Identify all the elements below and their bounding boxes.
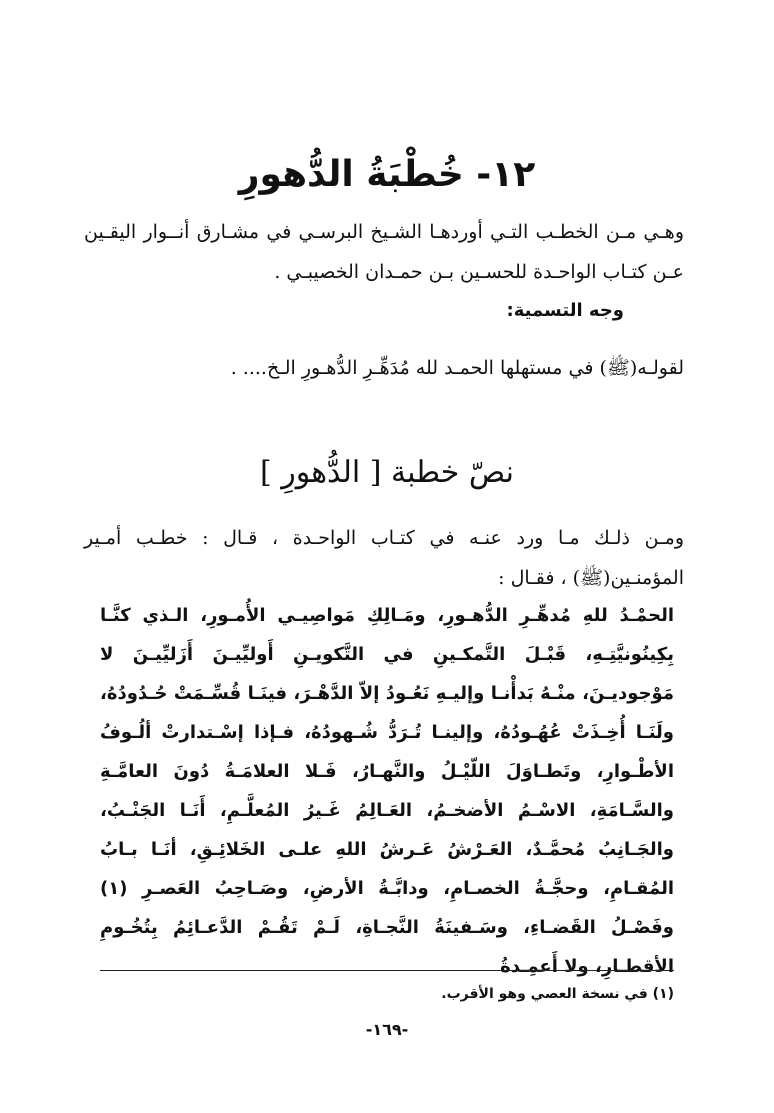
- intro-paragraph: وهـي مـن الخطـب التـي أوردهـا الشـيخ البرسـي في مشـارق أنــوار اليقـين عـن كتـاب الواحـدة للحسـين بـن حمـدان الخصيبـي .: [84, 221, 684, 283]
- sermon-title: ١٢- خُطْبَةُ الدُّهورِ: [238, 154, 536, 195]
- sermon-body-text: الحمْـدُ للهِ مُدهِّـرِ الدُّهـورِ، ومَـالِكِ مَواصِيـي الأُمـورِ، الـذي كنَّـا بِكِينُونيَّتِـهِ، قَبْـلَ التَّمكـينِ في التَّكويـنِ أَوليِّيـنَ أَزَليِّيـنَ لا مَوْجوديـنَ، منْـهُ بَدأْنـا وإليـهِ نَعُـودُ إلاّ الدَّهْـرَ، فينَـا قُسِّـمَتْ حُـدُودُهُ، ولَنَـا أُخِـذَتْ عُهُـودُهُ، وإلينـا تُـرَدُّ شُـهودُهُ، فـإذا إسْـتدارتْ ألُـوفُ الأطْـوارِ، وتَطـاوَلَ اللّيْـلُ والنَّهـارُ، فَـلا العلامَـةُ دُونَ العامَّـةِ والسَّـامَةِ، الاسْـمُ الأضخـمُ، العَـالِمُ غَـيرُ المُعلَّـمِ، أَنَـا الجَنْـبُ، والجَـانِبُ مُحمَّـدٌ، العَـرْشُ عَـرشُ اللهِ علـى الخَلائِـقِ، أنَـا بـابُ المُقـامِ، وحجَّـةُ الخصـامِ، ودابَّـةُ الأرضِ، وصَـاحِبُ العَصـرِ (١) وفَصْـلُ القَضـاءِ، وسَـفينَةُ النَّجـاةِ، لَـمْ تَقُـمْ الدَّعـائِمُ بِتُخُـومِ الأقطـارِ، ولا أَعمِـدةُ: [100, 605, 674, 977]
- sermon-text-heading: نصّ خطبة [ الدُّهورِ ]: [260, 455, 514, 490]
- page-number: -١٦٩-: [365, 1020, 409, 1039]
- footnote: (١) في نسخة العصي وهو الأقرب.: [441, 986, 674, 1002]
- naming-heading: وجه التسمية:: [506, 300, 624, 321]
- naming-text: لقولـه(ﷺ) في مستهلها الحمـد لله مُدَهِّـرِ الدُّهـورِ الـخ.... .: [230, 357, 684, 379]
- footnote-divider: [100, 970, 674, 971]
- quote-intro-paragraph: ومـن ذلـك مـا ورد عنـه في كتـاب الواحـدة ، قـال : خطـب أمـير المؤمنـين(ﷺ) ، فقـال :: [84, 527, 684, 589]
